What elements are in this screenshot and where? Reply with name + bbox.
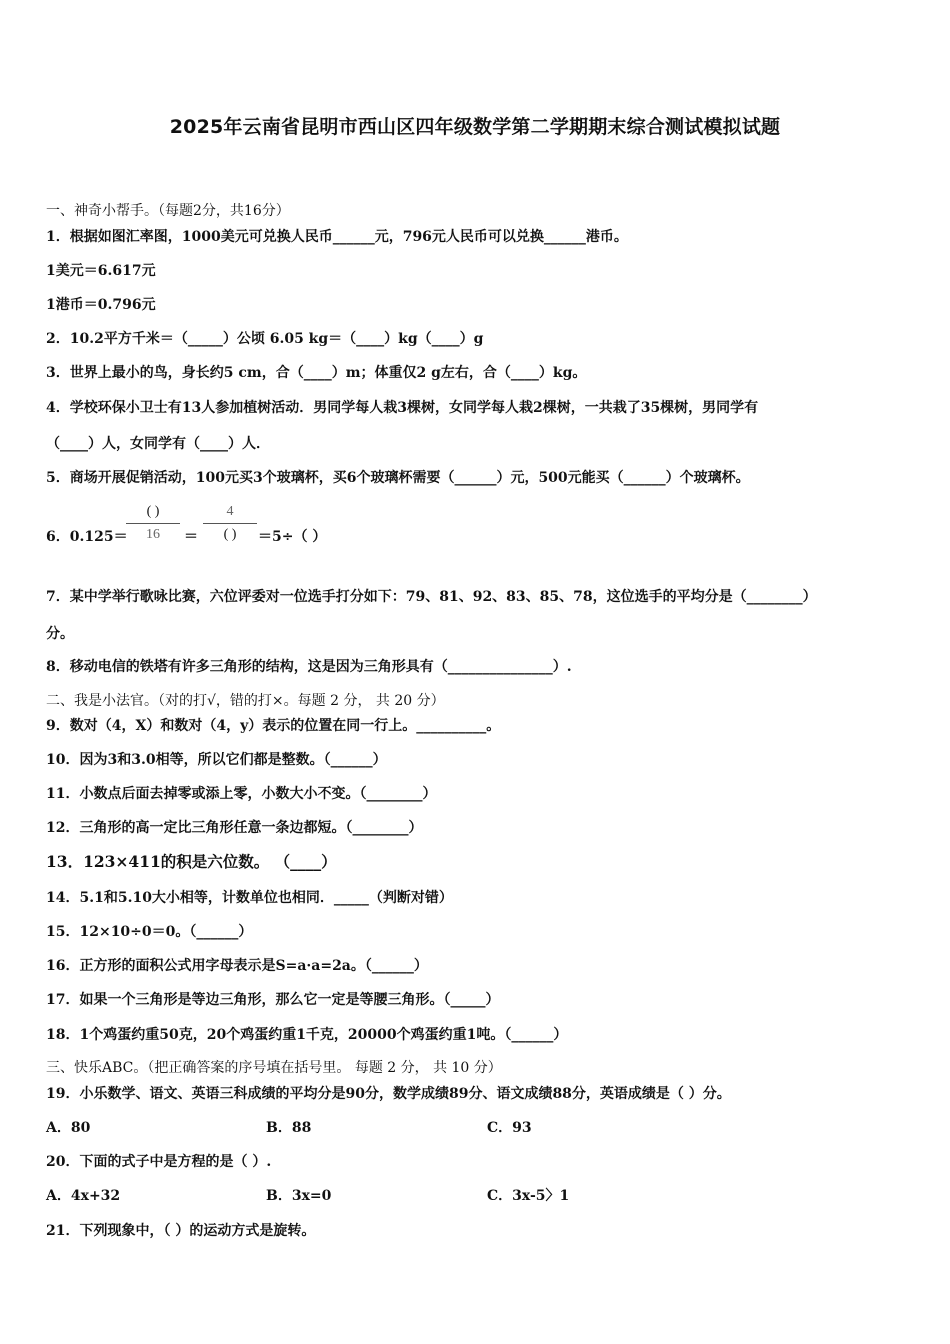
question-20-option-a: A．4x+32 <box>46 1188 121 1204</box>
question-9: 9．数对（4，X）和数对（4，y）表示的位置在同一行上。__________。 <box>46 718 501 734</box>
fraction-2-denominator: ( ) <box>223 527 237 542</box>
question-1-note-hkd: 1港币＝0.796元 <box>46 297 156 313</box>
question-14: 14．5.1和5.10大小相等，计数单位也相同．_____（判断对错） <box>46 890 453 906</box>
question-3: 3．世界上最小的鸟，身长约5 cm，合（____）m；体重仅2 g左右，合（____）kg。 <box>46 365 587 381</box>
question-8: 8．移动电信的铁塔有许多三角形的结构，这是因为三角形具有（_______________）. <box>46 659 572 675</box>
question-19-option-b: B．88 <box>266 1120 312 1136</box>
question-19-option-c: C．93 <box>487 1120 532 1136</box>
question-6-prefix: 6．0.125＝ <box>46 529 128 545</box>
question-20-option-c: C．3x-5〉1 <box>487 1188 570 1204</box>
fraction-1-denominator: 16 <box>146 527 160 542</box>
question-13: 13．123×411的积是六位数。 （____） <box>46 852 337 871</box>
question-7-line-2: 分。 <box>46 626 74 642</box>
question-1-note-usd: 1美元＝6.617元 <box>46 263 156 279</box>
question-10: 10．因为3和3.0相等，所以它们都是整数。（______） <box>46 752 387 768</box>
question-15: 15．12×10÷0＝0。（______） <box>46 924 253 940</box>
question-17: 17．如果一个三角形是等边三角形，那么它一定是等腰三角形。（_____） <box>46 992 500 1008</box>
question-19: 19．小乐数学、语文、英语三科成绩的平均分是90分，数学成绩89分、语文成绩88分，英语成绩是（ ）分。 <box>46 1086 731 1102</box>
fraction-2-numerator: 4 <box>226 504 234 519</box>
fraction-2-bar <box>203 523 257 524</box>
page-title: 2025年云南省昆明市西山区四年级数学第二学期期末综合测试模拟试题 <box>169 116 781 138</box>
question-7-line-1: 7．某中学举行歌咏比赛，六位评委对一位选手打分如下：79、81、92、83、85、78，这位选手的平均分是（________） <box>46 589 817 605</box>
question-5: 5．商场开展促销活动，100元买3个玻璃杯，买6个玻璃杯需要（______）元，500元能买（______）个玻璃杯。 <box>46 470 750 486</box>
section-3-heading: 三、快乐ABC。（把正确答案的序号填在括号里。 每题 2 分， 共 10 分） <box>46 1060 502 1076</box>
question-19-option-a: A．80 <box>46 1120 91 1136</box>
question-18: 18．1个鸡蛋约重50克，20个鸡蛋约重1千克，20000个鸡蛋约重1吨。（______） <box>46 1027 568 1043</box>
question-6-fraction-1 <box>126 503 180 544</box>
fraction-1-numerator: ( ) <box>146 504 160 519</box>
question-6-equals: ＝ <box>184 529 198 545</box>
question-16: 16．正方形的面积公式用字母表示是S=a·a=2a。（______） <box>46 958 428 974</box>
question-20: 20．下面的式子中是方程的是（ ）. <box>46 1154 272 1170</box>
question-11: 11．小数点后面去掉零或添上零，小数大小不变。（________） <box>46 786 437 802</box>
question-1: 1．根据如图汇率图，1000美元可兑换人民币______元，796元人民币可以兑换______港币。 <box>46 229 628 245</box>
section-2-heading: 二、我是小法官。（对的打√，错的打×。每题 2 分， 共 20 分） <box>46 693 445 709</box>
question-21: 21．下列现象中，（ ）的运动方式是旋转。 <box>46 1223 316 1239</box>
question-6-suffix: ＝5÷（ ） <box>258 529 327 545</box>
question-4-line-2: （____）人，女同学有（____）人． <box>46 436 270 452</box>
fraction-1-bar <box>126 523 180 524</box>
section-1-heading: 一、神奇小帮手。（每题2分，共16分） <box>46 203 290 219</box>
question-6-fraction-2 <box>203 503 257 544</box>
question-12: 12．三角形的高一定比三角形任意一条边都短。（________） <box>46 820 423 836</box>
question-4-line-1: 4．学校环保小卫士有13人参加植树活动．男同学每人栽3棵树，女同学每人栽2棵树，一共栽了35棵树，男同学有 <box>46 400 759 416</box>
question-20-option-b: B．3x=0 <box>266 1188 332 1204</box>
question-2: 2．10.2平方千米＝（_____）公顷 6.05 kg＝（____）kg（____）g <box>46 331 484 347</box>
